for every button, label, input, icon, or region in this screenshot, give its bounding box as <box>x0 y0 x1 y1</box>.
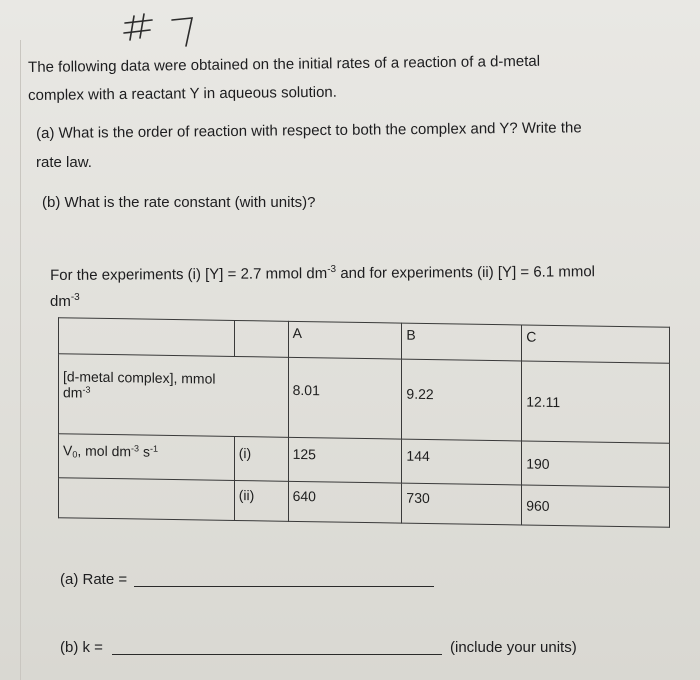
answer-a-blank[interactable] <box>134 586 434 587</box>
complex-value-c: 12.11 <box>522 361 670 443</box>
experiments-conditions-line-2 <box>50 292 80 312</box>
complex-concentration-label <box>59 354 289 438</box>
rate-ii-value-c: 960 <box>522 485 670 527</box>
rate-ii-value-a: 640 <box>288 481 402 523</box>
table-cell-empty <box>234 320 288 357</box>
rate-i-value-c: 190 <box>522 441 670 487</box>
table-row-complex <box>59 354 670 444</box>
complex-value-a: 8.01 <box>288 357 402 439</box>
margin-line <box>20 40 21 680</box>
experiments-prefix: For the experiments (i) [Y] = 2.7 mmol dm <box>50 265 328 284</box>
column-header-c: C <box>522 325 670 363</box>
rate-label-subscript: 0 <box>72 449 78 460</box>
rate-label-mid: , mol dm <box>77 442 132 460</box>
column-header-b: B <box>402 323 522 361</box>
handwritten-problem-number <box>120 6 230 54</box>
answer-a-label: (a) Rate = <box>60 571 128 588</box>
rate-data-table <box>58 317 670 528</box>
rate-ii-value-b: 730 <box>402 483 522 525</box>
complex-value-b: 9.22 <box>402 359 522 441</box>
answer-b-blank[interactable] <box>112 654 442 655</box>
row-i-label: (i) <box>234 436 288 481</box>
rate-label <box>59 434 235 481</box>
column-header-a: A <box>288 321 402 359</box>
rate-label-v: V <box>63 442 73 459</box>
rate-data-table-wrapper <box>58 317 670 527</box>
intro-line-1: The following data were obtained on the initial rates of a reaction of a d-metal <box>28 52 541 76</box>
question-b: (b) What is the rate constant (with units)? <box>42 194 316 211</box>
rate-label-exponent-2: -1 <box>149 443 158 454</box>
experiments-conditions-line-1 <box>50 262 595 286</box>
handwritten-number-drawing <box>120 6 230 54</box>
answer-b-note: (include your units) <box>450 639 577 656</box>
row-ii-label: (ii) <box>234 480 288 521</box>
table-row-rate-ii <box>59 478 670 528</box>
experiments-exponent-1: -3 <box>327 264 337 276</box>
table-cell-empty <box>59 478 235 521</box>
rate-i-value-a: 125 <box>288 437 402 483</box>
experiments-exponent-2: -3 <box>70 292 80 303</box>
rate-label-exponent-1: -3 <box>131 443 140 454</box>
intro-line-2: complex with a reactant Y in aqueous solution. <box>28 83 337 104</box>
experiments-unit: dm <box>50 293 71 310</box>
complex-label-unit: dm <box>63 384 83 401</box>
question-a-line-2: rate law. <box>36 154 92 171</box>
table-cell-empty <box>59 318 235 357</box>
experiments-middle: and for experiments (ii) [Y] = 6.1 mmol <box>336 263 596 283</box>
answer-b-label: (b) k = <box>60 639 103 656</box>
rate-i-value-b: 144 <box>402 439 522 485</box>
rate-label-s: s <box>139 443 150 460</box>
question-a-line-1: (a) What is the order of reaction with respect to both the complex and Y? Write the <box>36 119 582 142</box>
complex-label-line-1: [d-metal complex], mmol <box>63 368 216 387</box>
complex-label-exponent: -3 <box>82 384 91 395</box>
